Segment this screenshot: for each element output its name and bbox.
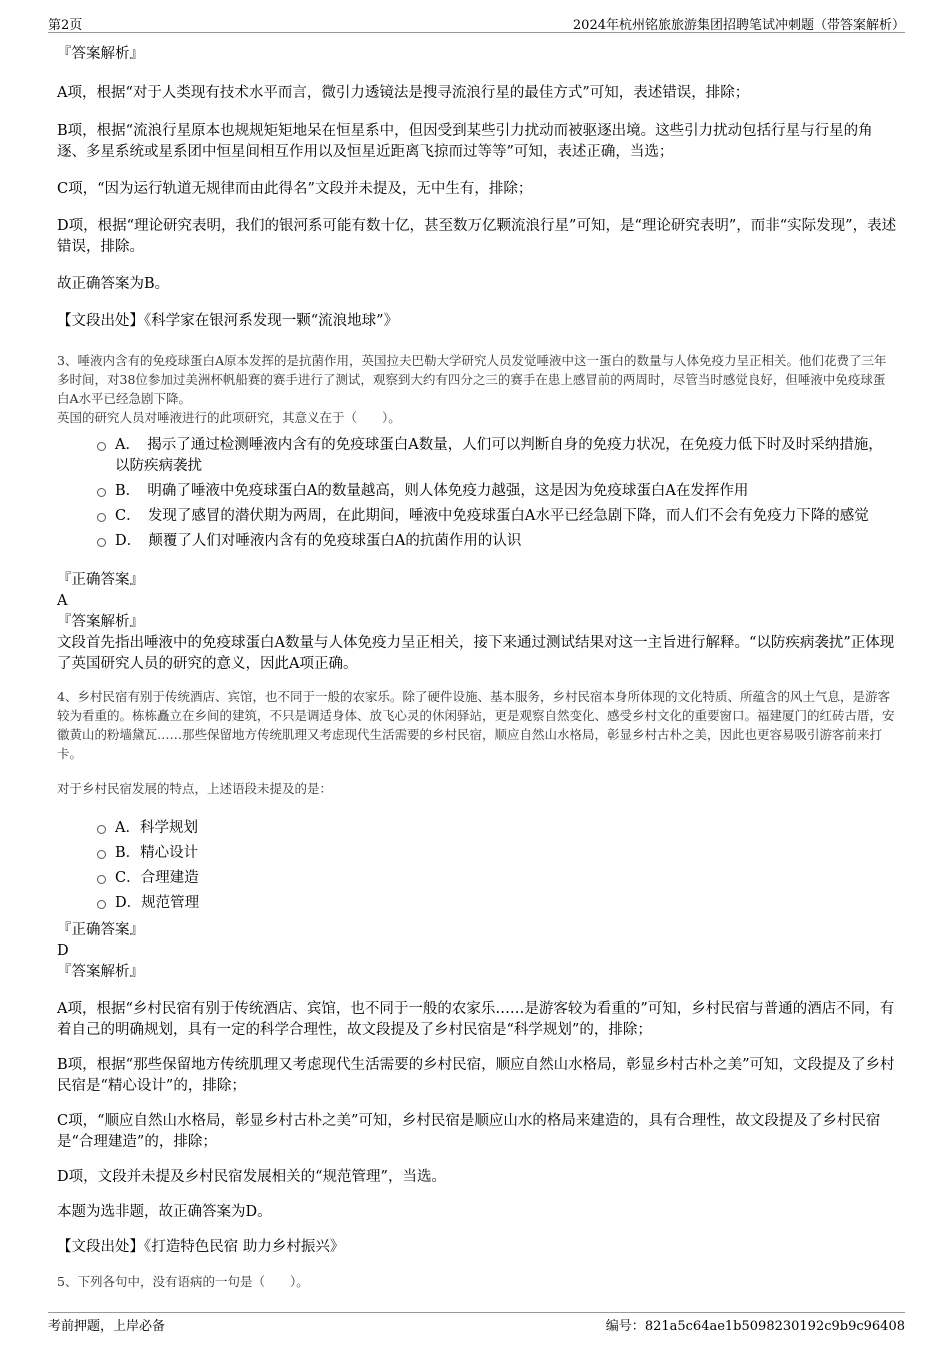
q5-stem: 5、下列各句中，没有语病的一句是（ ）。 — [57, 1274, 309, 1289]
q3-option-c[interactable]: C． 发现了感冒的潜伏期为两周，在此期间，唾液中免疫球蛋白A水平已经急剧下降，而人们不会有免疫力下降的感觉 — [97, 506, 897, 527]
q3-option-b[interactable]: B． 明确了唾液中免疫球蛋白A的数量越高，则人体免疫力越强，这是因为免疫球蛋白A在发挥作用 — [97, 481, 897, 502]
q2-analysis-a: A项，根据“对于人类现有技术水平而言，微引力透镜法是搜寻流浪行星的最佳方式”可知，表述错误，排除； — [57, 85, 750, 101]
q4-answer: D — [57, 943, 69, 959]
code-label: 编号： — [605, 1319, 645, 1334]
q4-question: 对于乡村民宿发展的特点，上述语段未提及的是： — [57, 781, 333, 796]
q2-analysis-c: C项，“因为运行轨道无规律而由此得名”文段并未提及，无中生有，排除； — [57, 181, 533, 197]
footer-slogan: 考前押题，上岸必备 — [48, 1319, 166, 1334]
page-footer — [48, 1312, 905, 1334]
q4-options — [97, 818, 897, 914]
q4-source: 【文段出处】《打造特色民宿 助力乡村振兴》 — [57, 1239, 345, 1255]
q2-analysis-d: D项，根据“理论研究表明，我们的银河系可能有数十亿，甚至数万亿颗流浪行星”可知，是“理论研究表明”，而非“实际发现”，表述错误，排除。 — [57, 218, 897, 255]
q3-stem: 3、唾液内含有的免疫球蛋白A原本发挥的是抗菌作用，英国拉夫巴勒大学研究人员发觉唾液中这一蛋白的数量与人体免疫力呈正相关。他们花费了三年多时间，对38位参加过美洲杯帆船赛的赛手进行了测试，观察到大约有四分之三的赛手在患上感冒前的两周时，尽管当时感觉良好，但唾液中免疫球蛋白A水平已经急剧下降。 — [57, 353, 887, 406]
q3-analysis: 文段首先指出唾液中的免疫球蛋白A数量与人体免疫力呈正相关，接下来通过测试结果对这一主旨进行解释。“以防疾病袭扰”正体现了英国研究人员的研究的意义，因此A项正确。 — [57, 635, 895, 672]
q4-analysis-b: B项，根据“那些保留地方传统肌理又考虑现代生活需要的乡村民宿，顺应自然山水格局，彰显乡村古朴之美”可知，文段提及了乡村民宿是“精心设计”的，排除； — [57, 1057, 895, 1094]
document-code — [606, 1315, 905, 1334]
q4-answer-label: 『正确答案』 — [57, 922, 144, 938]
q4-conclusion: 本题为选非题，故正确答案为D。 — [57, 1204, 272, 1220]
q2-source: 【文段出处】《科学家在银河系发现一颗“流浪地球”》 — [57, 313, 399, 329]
radio-icon[interactable] — [97, 900, 106, 909]
page-header — [48, 14, 905, 33]
radio-icon[interactable] — [97, 875, 106, 884]
q2-analysis-label: 『答案解析』 — [57, 46, 144, 62]
q4-analysis-d: D项，文段并未提及乡村民宿发展相关的“规范管理”，当选。 — [57, 1169, 446, 1185]
q3-options — [97, 435, 897, 552]
q3-answer: A — [57, 593, 68, 609]
q4-option-c[interactable]: C．合理建造 — [97, 868, 897, 889]
page-content — [57, 44, 897, 1291]
q3-option-a[interactable]: A． 揭示了通过检测唾液内含有的免疫球蛋白A数量，人们可以判断自身的免疫力状况，在免疫力低下时及时采纳措施，以防疾病袭扰 — [97, 435, 897, 477]
q3-answer-label: 『正确答案』 — [57, 572, 144, 588]
q4-analysis-a: A项，根据“乡村民宿有别于传统酒店、宾馆，也不同于一般的农家乐……是游客较为看重的”可知，乡村民宿与普通的酒店不同，有着自己的明确规划，具有一定的科学合理性，故文段提及了乡村民宿是“科学规划”的，排除； — [57, 1001, 895, 1038]
q4-option-b[interactable]: B．精心设计 — [97, 843, 897, 864]
q4-option-a[interactable]: A．科学规划 — [97, 818, 897, 839]
radio-icon[interactable] — [97, 513, 106, 522]
radio-icon[interactable] — [97, 488, 106, 497]
q4-analysis-label: 『答案解析』 — [57, 964, 144, 980]
radio-icon[interactable] — [97, 825, 106, 834]
q2-analysis-b: B项，根据“流浪行星原本也规规矩矩地呆在恒星系中，但因受到某些引力扰动而被驱逐出境。这些引力扰动包括行星与行星的角逐、多星系统或星系团中恒星间相互作用以及恒星近距离飞掠而过等等”可知，表述正确，当选； — [57, 123, 873, 160]
document-title: 2024年杭州铭旅旅游集团招聘笔试冲刺题（带答案解析） — [572, 18, 905, 33]
q3-option-d[interactable]: D． 颠覆了人们对唾液内含有的免疫球蛋白A的抗菌作用的认识 — [97, 531, 897, 552]
q4-option-d[interactable]: D．规范管理 — [97, 893, 897, 914]
radio-icon[interactable] — [97, 850, 106, 859]
q3-analysis-label: 『答案解析』 — [57, 614, 144, 630]
radio-icon[interactable] — [97, 442, 106, 451]
q3-question: 英国的研究人员对唾液进行的此项研究，其意义在于（ ）。 — [57, 410, 401, 425]
q4-analysis-c: C项，“顺应自然山水格局，彰显乡村古朴之美”可知，乡村民宿是顺应山水的格局来建造的，具有合理性，故文段提及了乡村民宿是“合理建造”的，排除； — [57, 1113, 881, 1150]
q2-conclusion: 故正确答案为B。 — [57, 276, 170, 292]
radio-icon[interactable] — [97, 538, 106, 547]
code-value: 821a5c64ae1b5098230192c9b9c96408 — [644, 1319, 905, 1334]
page-number: 第2页 — [48, 18, 83, 33]
q4-stem: 4、乡村民宿有别于传统酒店、宾馆，也不同于一般的农家乐。除了硬件设施、基本服务，乡村民宿本身所体现的文化特质、所蕴含的风土气息，是游客较为看重的。栋栋矗立在乡间的建筑，不只是调适身体、放飞心灵的休闲驿站，更是观察自然变化、感受乡村文化的重要窗口。福建厦门的红砖古厝，安徽黄山的粉墙黛瓦……那些保留地方传统肌理又考虑现代生活需要的乡村民宿，顺应自然山水格局，彰显乡村古朴之美，因此也更容易吸引游客前来打卡。 — [57, 689, 895, 761]
